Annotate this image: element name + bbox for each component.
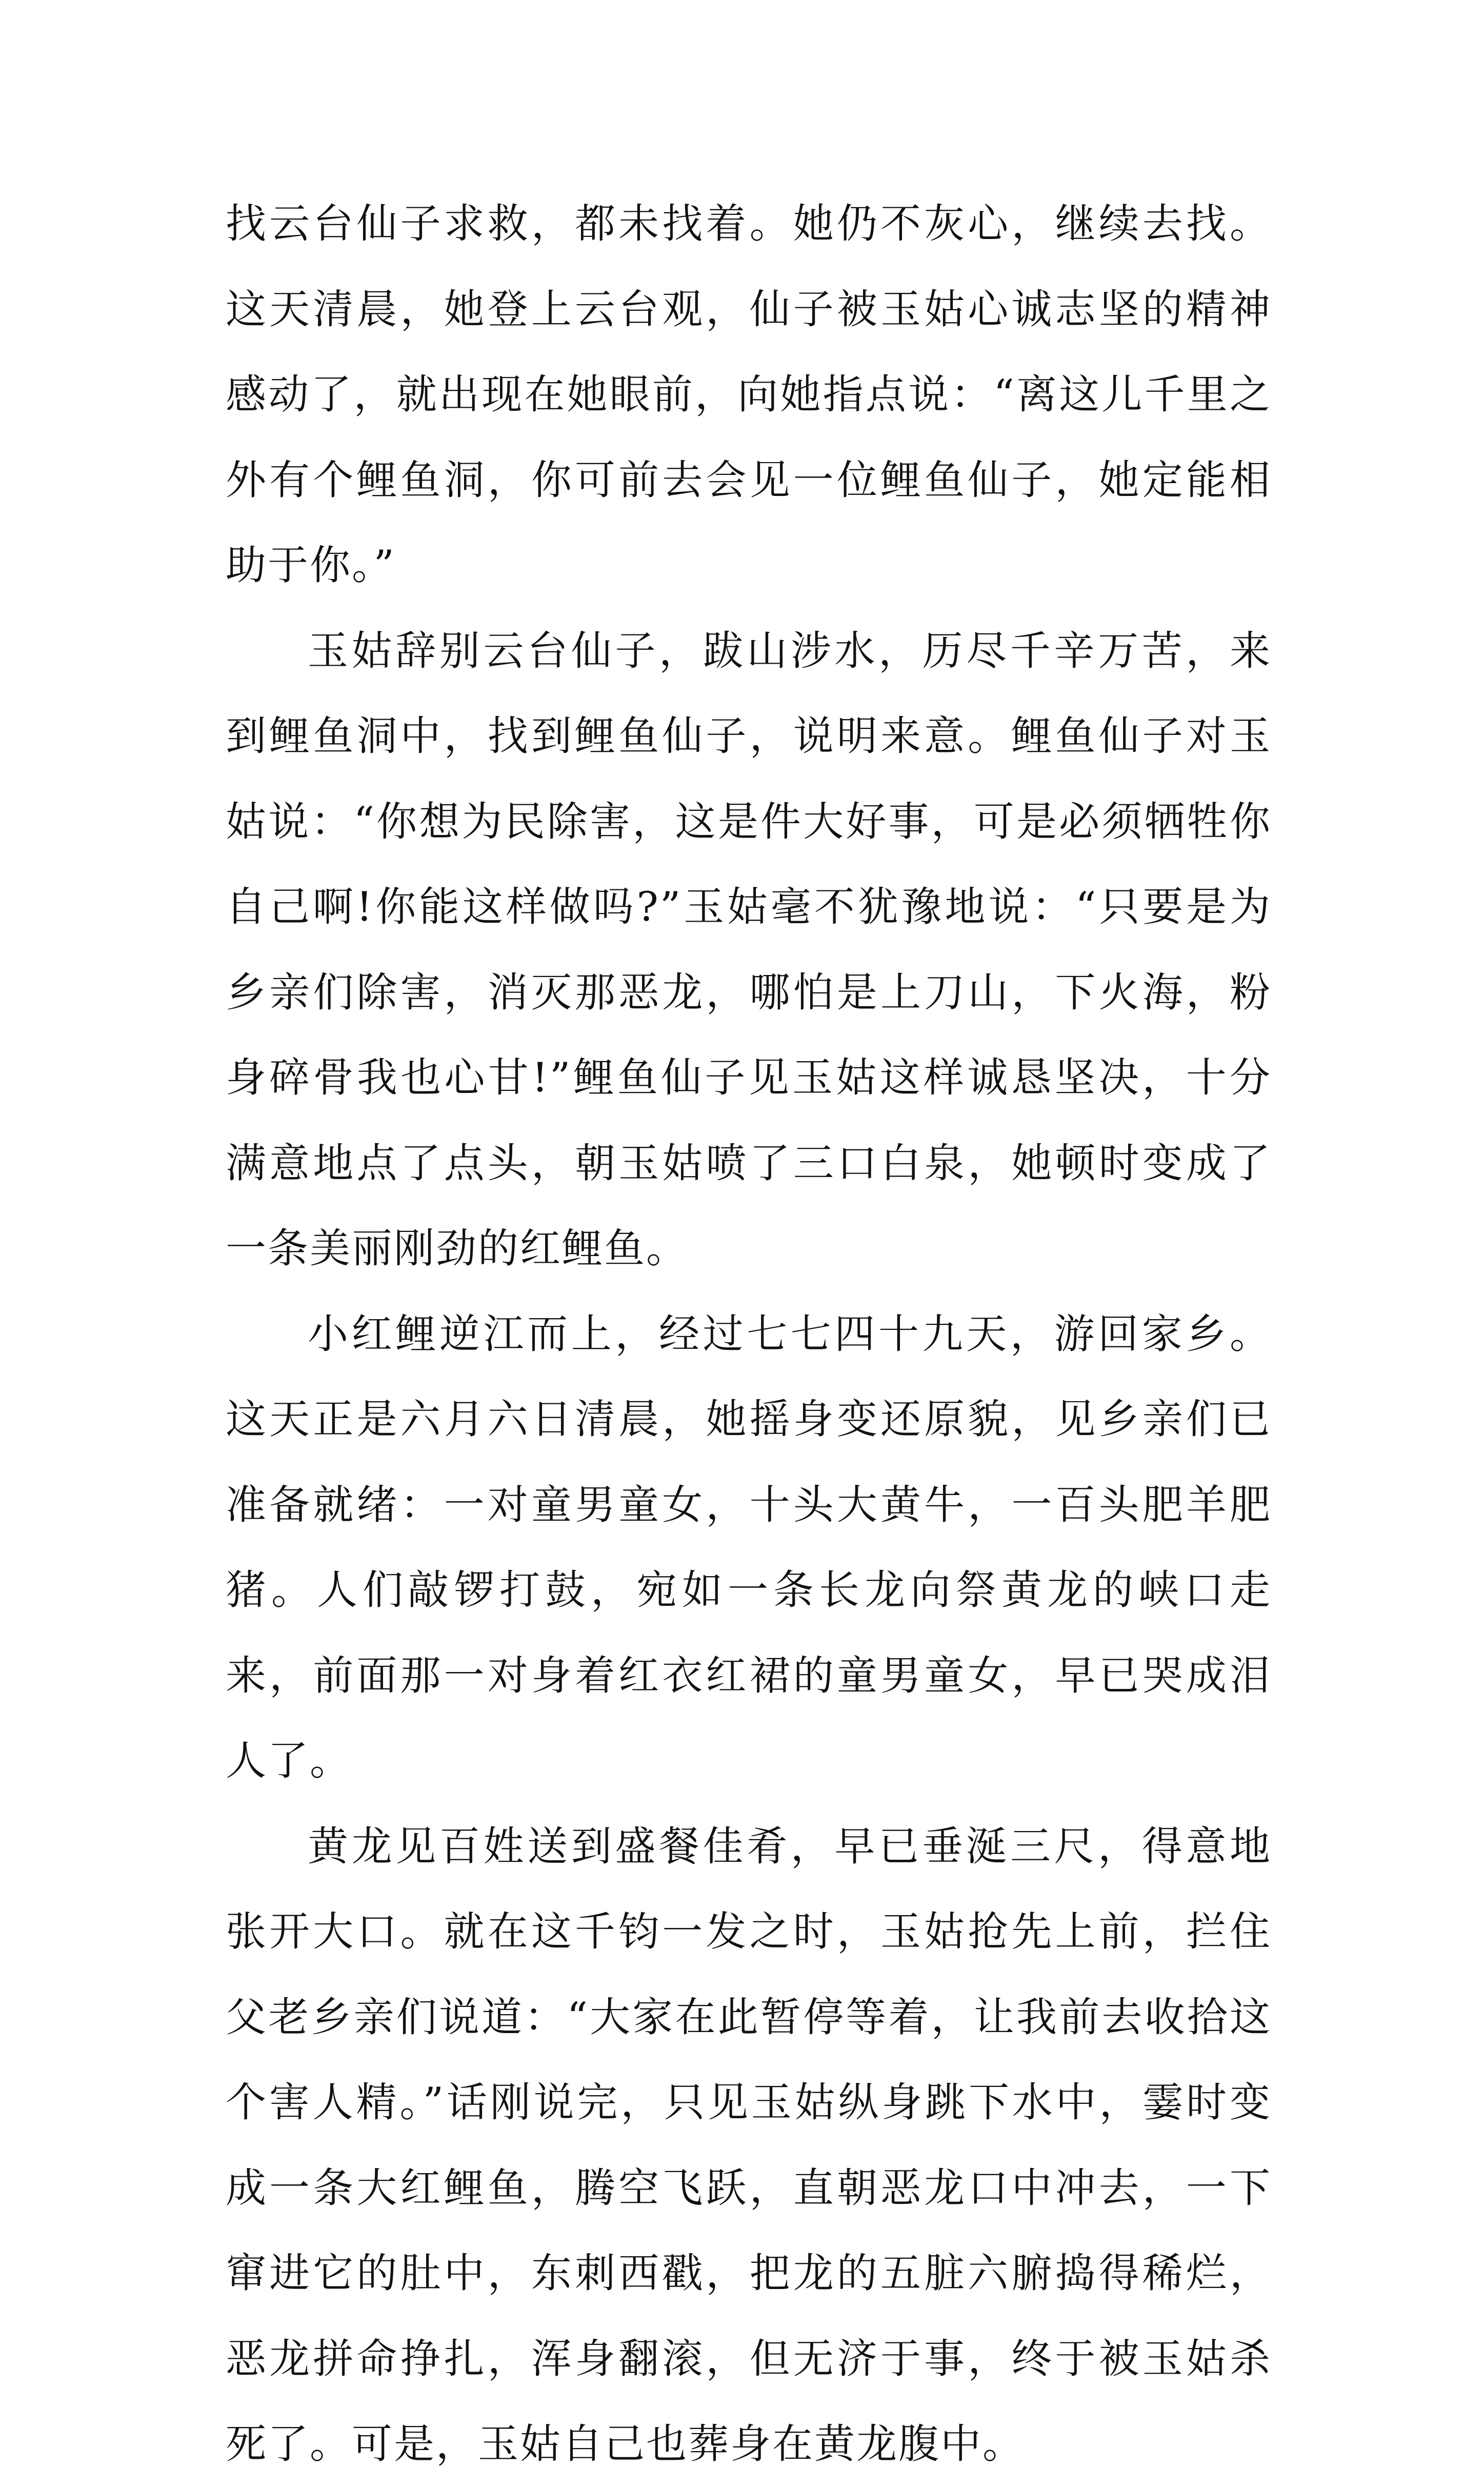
- paragraph-1: 找云台仙子求救，都未找着。她仍不灰心，继续去找。这天清晨，她登上云台观，仙子被玉姑心诚志坚的精神感动了，就出现在她眼前，向她指点说：“离这儿千里之外有个鲤鱼洞，你可前去会见一位鲤鱼仙子，她定能相助于你。”: [226, 200, 1272, 589]
- paragraph-4: 黄龙见百姓送到盛餐佳肴，早已垂涎三尺，得意地张开大口。就在这千钧一发之时，玉姑抢先上前，拦住父老乡亲们说道：“大家在此暂停等着，让我前去收拾这个害人精。”话刚说完，只见玉姑纵身跳下水中，霎时变成一条大红鲤鱼，腾空飞跃，直朝恶龙口中冲去，一下窜进它的肚中，东刺西戳，把龙的五脏六腑捣得稀烂，恶龙拼命挣扎，浑身翻滚，但无济于事，终于被玉姑杀死了。可是，玉姑自己也葬身在黄龙腹中。: [226, 1822, 1272, 2468]
- paragraph-2: 玉姑辞别云台仙子，跋山涉水，历尽千辛万苦，来到鲤鱼洞中，找到鲤鱼仙子，说明来意。鲤鱼仙子对玉姑说：“你想为民除害，这是件大好事，可是必须牺牲你自己啊!你能这样做吗?”玉姑毫不犹豫地说：“只要是为乡亲们除害，消灭那恶龙，哪怕是上刀山，下火海，粉身碎骨我也心甘!”鲤鱼仙子见玉姑这样诚恳坚决，十分满意地点了点头，朝玉姑喷了三口白泉，她顿时变成了一条美丽刚劲的红鲤鱼。: [226, 627, 1272, 1272]
- body-text: [226, 181, 1272, 2487]
- paragraph-3: 小红鲤逆江而上，经过七七四十九天，游回家乡。这天正是六月六日清晨，她摇身变还原貌，见乡亲们已准备就绪：一对童男童女，十头大黄牛，一百头肥羊肥猪。人们敲锣打鼓，宛如一条长龙向祭黄龙的峡口走来，前面那一对身着红衣红裙的童男童女，早已哭成泪人了。: [226, 1310, 1272, 1784]
